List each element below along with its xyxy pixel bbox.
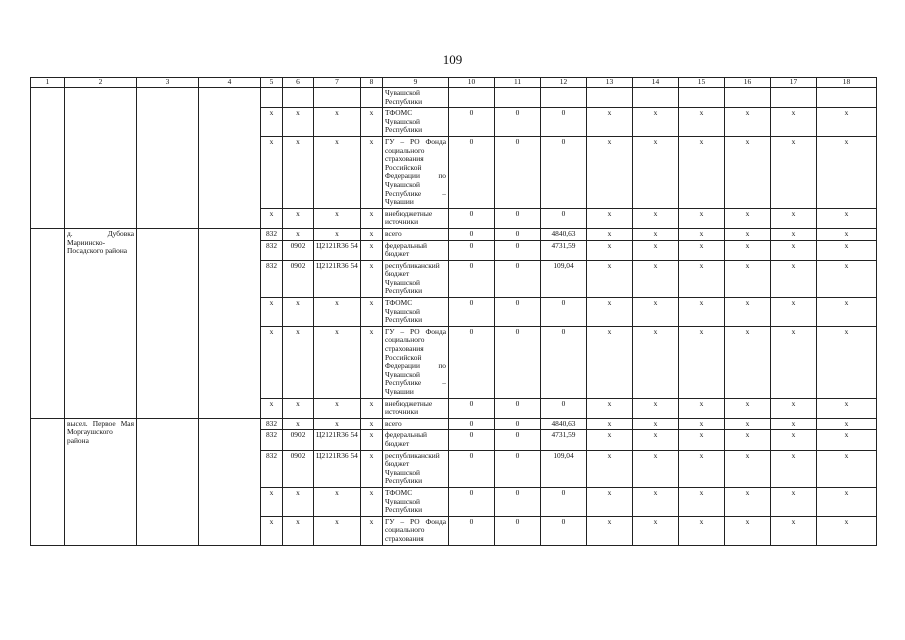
cell-col-7: x bbox=[314, 108, 361, 137]
cell-col-18: x bbox=[817, 108, 877, 137]
header-row bbox=[31, 78, 877, 88]
table-row bbox=[31, 228, 877, 240]
cell-col-12: 4731,59 bbox=[541, 430, 587, 450]
cell-col-1 bbox=[31, 88, 65, 229]
cell-col-6: 0902 bbox=[283, 240, 314, 260]
cell-col-18 bbox=[817, 88, 877, 108]
cell-col-13: x bbox=[587, 108, 633, 137]
column-header-4: 4 bbox=[199, 78, 261, 88]
object-name bbox=[65, 88, 137, 229]
cell-col-17: x bbox=[771, 430, 817, 450]
cell-col-16: x bbox=[725, 487, 771, 516]
cell-col-10: 0 bbox=[449, 516, 495, 545]
column-header-3: 3 bbox=[137, 78, 199, 88]
column-header-16: 16 bbox=[725, 78, 771, 88]
cell-col-13 bbox=[587, 88, 633, 108]
cell-col-8: x bbox=[361, 430, 383, 450]
cell-col-11: 0 bbox=[495, 240, 541, 260]
cell-col-10: 0 bbox=[449, 108, 495, 137]
cell-col-6: 0902 bbox=[283, 430, 314, 450]
cell-col-16: x bbox=[725, 108, 771, 137]
cell-col-5: x bbox=[261, 208, 283, 228]
object-name: д. Дубовка Мариинско-Посадского района bbox=[65, 228, 137, 418]
cell-col-13: x bbox=[587, 208, 633, 228]
cell-col-6: x bbox=[283, 228, 314, 240]
funding-source: ТФОМС Чувашской Республики bbox=[383, 108, 449, 137]
cell-col-7: x bbox=[314, 326, 361, 398]
cell-col-14: x bbox=[633, 430, 679, 450]
cell-col-16: x bbox=[725, 516, 771, 545]
cell-col-7: x bbox=[314, 398, 361, 418]
cell-col-5: 832 bbox=[261, 240, 283, 260]
table-body bbox=[31, 88, 877, 546]
cell-col-6: 0902 bbox=[283, 450, 314, 487]
column-header-15: 15 bbox=[679, 78, 725, 88]
funding-source: внебюджетные источники bbox=[383, 398, 449, 418]
cell-col-4 bbox=[199, 418, 261, 545]
cell-col-15: x bbox=[679, 326, 725, 398]
cell-col-15 bbox=[679, 88, 725, 108]
cell-col-18: x bbox=[817, 228, 877, 240]
object-name: высел. Первое Мая Моргаушского района bbox=[65, 418, 137, 545]
cell-col-16: x bbox=[725, 208, 771, 228]
column-header-14: 14 bbox=[633, 78, 679, 88]
cell-col-6: x bbox=[283, 398, 314, 418]
cell-col-5: 832 bbox=[261, 418, 283, 430]
cell-col-5: x bbox=[261, 516, 283, 545]
cell-col-6: x bbox=[283, 487, 314, 516]
cell-col-17: x bbox=[771, 260, 817, 297]
cell-col-7: x bbox=[314, 228, 361, 240]
cell-col-16: x bbox=[725, 260, 771, 297]
cell-col-17: x bbox=[771, 240, 817, 260]
cell-col-11: 0 bbox=[495, 136, 541, 208]
funding-source: республиканский бюджет Чувашской Республики bbox=[383, 450, 449, 487]
cell-col-8: x bbox=[361, 398, 383, 418]
cell-col-3 bbox=[137, 88, 199, 229]
cell-col-16: x bbox=[725, 418, 771, 430]
cell-col-15: x bbox=[679, 240, 725, 260]
column-header-1: 1 bbox=[31, 78, 65, 88]
column-header-13: 13 bbox=[587, 78, 633, 88]
cell-col-6: x bbox=[283, 516, 314, 545]
cell-col-4 bbox=[199, 228, 261, 418]
cell-col-18: x bbox=[817, 326, 877, 398]
cell-col-8: x bbox=[361, 208, 383, 228]
cell-col-14 bbox=[633, 88, 679, 108]
cell-col-17: x bbox=[771, 450, 817, 487]
cell-col-5: 832 bbox=[261, 228, 283, 240]
cell-col-13: x bbox=[587, 240, 633, 260]
cell-col-16: x bbox=[725, 450, 771, 487]
cell-col-15: x bbox=[679, 418, 725, 430]
cell-col-18: x bbox=[817, 398, 877, 418]
cell-col-11: 0 bbox=[495, 430, 541, 450]
cell-col-8: x bbox=[361, 136, 383, 208]
cell-col-11: 0 bbox=[495, 108, 541, 137]
cell-col-13: x bbox=[587, 418, 633, 430]
cell-col-12: 4731,59 bbox=[541, 240, 587, 260]
funding-source: ТФОМС Чувашской Республики bbox=[383, 298, 449, 327]
cell-col-14: x bbox=[633, 398, 679, 418]
cell-col-8: x bbox=[361, 228, 383, 240]
cell-col-11: 0 bbox=[495, 418, 541, 430]
cell-col-5: x bbox=[261, 108, 283, 137]
cell-col-5: 832 bbox=[261, 450, 283, 487]
cell-col-6: x bbox=[283, 418, 314, 430]
cell-col-12: 109,04 bbox=[541, 450, 587, 487]
cell-col-16: x bbox=[725, 228, 771, 240]
cell-col-7: x bbox=[314, 136, 361, 208]
cell-col-10 bbox=[449, 88, 495, 108]
cell-col-18: x bbox=[817, 430, 877, 450]
cell-col-11: 0 bbox=[495, 450, 541, 487]
funding-source: федеральный бюджет bbox=[383, 430, 449, 450]
cell-col-17: x bbox=[771, 136, 817, 208]
cell-col-16: x bbox=[725, 136, 771, 208]
cell-col-18: x bbox=[817, 208, 877, 228]
cell-col-13: x bbox=[587, 430, 633, 450]
cell-col-18: x bbox=[817, 516, 877, 545]
cell-col-17: x bbox=[771, 418, 817, 430]
cell-col-17: x bbox=[771, 108, 817, 137]
cell-col-7: x bbox=[314, 418, 361, 430]
column-header-18: 18 bbox=[817, 78, 877, 88]
cell-col-18: x bbox=[817, 450, 877, 487]
cell-col-1 bbox=[31, 228, 65, 418]
cell-col-14: x bbox=[633, 240, 679, 260]
cell-col-12 bbox=[541, 88, 587, 108]
cell-col-8: x bbox=[361, 240, 383, 260]
cell-col-12: 0 bbox=[541, 208, 587, 228]
cell-col-8: x bbox=[361, 418, 383, 430]
cell-col-1 bbox=[31, 418, 65, 545]
cell-col-17 bbox=[771, 88, 817, 108]
funding-source: республиканский бюджет Чувашской Республики bbox=[383, 260, 449, 297]
cell-col-17: x bbox=[771, 228, 817, 240]
cell-col-6: x bbox=[283, 208, 314, 228]
cell-col-16: x bbox=[725, 430, 771, 450]
cell-col-18: x bbox=[817, 136, 877, 208]
cell-col-8: x bbox=[361, 260, 383, 297]
cell-col-13: x bbox=[587, 260, 633, 297]
cell-col-10: 0 bbox=[449, 418, 495, 430]
cell-col-13: x bbox=[587, 136, 633, 208]
cell-col-5: 832 bbox=[261, 260, 283, 297]
funding-source: ГУ – РО Фонда социального страхования Российской Федерации по Чувашской Республике – Чувашии bbox=[383, 326, 449, 398]
cell-col-16 bbox=[725, 88, 771, 108]
cell-col-11: 0 bbox=[495, 326, 541, 398]
cell-col-8: x bbox=[361, 298, 383, 327]
cell-col-15: x bbox=[679, 450, 725, 487]
cell-col-15: x bbox=[679, 260, 725, 297]
cell-col-8: x bbox=[361, 487, 383, 516]
cell-col-3 bbox=[137, 418, 199, 545]
column-header-8: 8 bbox=[361, 78, 383, 88]
cell-col-13: x bbox=[587, 326, 633, 398]
cell-col-14: x bbox=[633, 208, 679, 228]
cell-col-14: x bbox=[633, 418, 679, 430]
cell-col-14: x bbox=[633, 487, 679, 516]
cell-col-17: x bbox=[771, 208, 817, 228]
cell-col-15: x bbox=[679, 108, 725, 137]
cell-col-13: x bbox=[587, 516, 633, 545]
cell-col-14: x bbox=[633, 260, 679, 297]
funding-source: всего bbox=[383, 228, 449, 240]
cell-col-12: 109,04 bbox=[541, 260, 587, 297]
budget-table bbox=[30, 77, 877, 546]
cell-col-5: x bbox=[261, 326, 283, 398]
cell-col-18: x bbox=[817, 240, 877, 260]
cell-col-5: x bbox=[261, 398, 283, 418]
cell-col-7: x bbox=[314, 208, 361, 228]
cell-col-6: x bbox=[283, 136, 314, 208]
cell-col-4 bbox=[199, 88, 261, 229]
cell-col-16: x bbox=[725, 326, 771, 398]
cell-col-8 bbox=[361, 88, 383, 108]
cell-col-18: x bbox=[817, 298, 877, 327]
cell-col-16: x bbox=[725, 240, 771, 260]
funding-source: внебюджетные источники bbox=[383, 208, 449, 228]
cell-col-10: 0 bbox=[449, 487, 495, 516]
cell-col-12: 0 bbox=[541, 398, 587, 418]
cell-col-10: 0 bbox=[449, 326, 495, 398]
cell-col-7 bbox=[314, 88, 361, 108]
cell-col-14: x bbox=[633, 516, 679, 545]
cell-col-6: x bbox=[283, 108, 314, 137]
cell-col-17: x bbox=[771, 398, 817, 418]
cell-col-10: 0 bbox=[449, 430, 495, 450]
cell-col-17: x bbox=[771, 326, 817, 398]
cell-col-11: 0 bbox=[495, 487, 541, 516]
cell-col-12: 4840,63 bbox=[541, 418, 587, 430]
cell-col-10: 0 bbox=[449, 398, 495, 418]
cell-col-14: x bbox=[633, 450, 679, 487]
cell-col-12: 0 bbox=[541, 326, 587, 398]
cell-col-12: 0 bbox=[541, 108, 587, 137]
cell-col-7: Ц2121R36 54 bbox=[314, 260, 361, 297]
cell-col-12: 0 bbox=[541, 487, 587, 516]
cell-col-11: 0 bbox=[495, 298, 541, 327]
cell-col-11: 0 bbox=[495, 208, 541, 228]
funding-source: федеральный бюджет bbox=[383, 240, 449, 260]
cell-col-15: x bbox=[679, 228, 725, 240]
cell-col-7: Ц2121R36 54 bbox=[314, 430, 361, 450]
cell-col-10: 0 bbox=[449, 260, 495, 297]
cell-col-15: x bbox=[679, 430, 725, 450]
column-header-5: 5 bbox=[261, 78, 283, 88]
cell-col-10: 0 bbox=[449, 298, 495, 327]
column-header-6: 6 bbox=[283, 78, 314, 88]
cell-col-7: x bbox=[314, 487, 361, 516]
cell-col-15: x bbox=[679, 136, 725, 208]
cell-col-5: x bbox=[261, 298, 283, 327]
table-row bbox=[31, 418, 877, 430]
cell-col-8: x bbox=[361, 516, 383, 545]
cell-col-15: x bbox=[679, 298, 725, 327]
cell-col-10: 0 bbox=[449, 450, 495, 487]
cell-col-14: x bbox=[633, 108, 679, 137]
cell-col-10: 0 bbox=[449, 228, 495, 240]
cell-col-15: x bbox=[679, 208, 725, 228]
cell-col-15: x bbox=[679, 516, 725, 545]
cell-col-12: 4840,63 bbox=[541, 228, 587, 240]
table-row bbox=[31, 88, 877, 108]
cell-col-16: x bbox=[725, 398, 771, 418]
column-header-12: 12 bbox=[541, 78, 587, 88]
cell-col-18: x bbox=[817, 418, 877, 430]
funding-source: ТФОМС Чувашской Республики bbox=[383, 487, 449, 516]
cell-col-6: 0902 bbox=[283, 260, 314, 297]
cell-col-13: x bbox=[587, 228, 633, 240]
cell-col-15: x bbox=[679, 398, 725, 418]
cell-col-13: x bbox=[587, 398, 633, 418]
column-header-7: 7 bbox=[314, 78, 361, 88]
cell-col-14: x bbox=[633, 326, 679, 398]
cell-col-15: x bbox=[679, 487, 725, 516]
cell-col-7: x bbox=[314, 298, 361, 327]
cell-col-5 bbox=[261, 88, 283, 108]
cell-col-16: x bbox=[725, 298, 771, 327]
cell-col-6: x bbox=[283, 298, 314, 327]
cell-col-7: Ц2121R36 54 bbox=[314, 450, 361, 487]
cell-col-5: 832 bbox=[261, 430, 283, 450]
cell-col-8: x bbox=[361, 450, 383, 487]
cell-col-11 bbox=[495, 88, 541, 108]
cell-col-10: 0 bbox=[449, 240, 495, 260]
cell-col-14: x bbox=[633, 136, 679, 208]
cell-col-7: Ц2121R36 54 bbox=[314, 240, 361, 260]
page-number: 109 bbox=[442, 52, 463, 67]
cell-col-10: 0 bbox=[449, 208, 495, 228]
cell-col-13: x bbox=[587, 298, 633, 327]
cell-col-12: 0 bbox=[541, 136, 587, 208]
cell-col-8: x bbox=[361, 326, 383, 398]
cell-col-13: x bbox=[587, 450, 633, 487]
cell-col-14: x bbox=[633, 228, 679, 240]
cell-col-17: x bbox=[771, 516, 817, 545]
column-header-10: 10 bbox=[449, 78, 495, 88]
cell-col-17: x bbox=[771, 298, 817, 327]
cell-col-7: x bbox=[314, 516, 361, 545]
cell-col-10: 0 bbox=[449, 136, 495, 208]
cell-col-11: 0 bbox=[495, 228, 541, 240]
column-header-9: 9 bbox=[383, 78, 449, 88]
column-header-17: 17 bbox=[771, 78, 817, 88]
cell-col-18: x bbox=[817, 487, 877, 516]
funding-source: ГУ – РО Фонда социального страхования bbox=[383, 516, 449, 545]
cell-col-13: x bbox=[587, 487, 633, 516]
column-header-11: 11 bbox=[495, 78, 541, 88]
cell-col-5: x bbox=[261, 136, 283, 208]
cell-col-12: 0 bbox=[541, 516, 587, 545]
cell-col-5: x bbox=[261, 487, 283, 516]
cell-col-8: x bbox=[361, 108, 383, 137]
cell-col-11: 0 bbox=[495, 516, 541, 545]
cell-col-11: 0 bbox=[495, 260, 541, 297]
cell-col-12: 0 bbox=[541, 298, 587, 327]
column-header-2: 2 bbox=[65, 78, 137, 88]
cell-col-11: 0 bbox=[495, 398, 541, 418]
cell-col-3 bbox=[137, 228, 199, 418]
cell-col-14: x bbox=[633, 298, 679, 327]
cell-col-6 bbox=[283, 88, 314, 108]
funding-source: Чувашской Республики bbox=[383, 88, 449, 108]
funding-source: ГУ – РО Фонда социального страхования Российской Федерации по Чувашской Республике – Чувашии bbox=[383, 136, 449, 208]
funding-source: всего bbox=[383, 418, 449, 430]
cell-col-6: x bbox=[283, 326, 314, 398]
cell-col-18: x bbox=[817, 260, 877, 297]
cell-col-17: x bbox=[771, 487, 817, 516]
